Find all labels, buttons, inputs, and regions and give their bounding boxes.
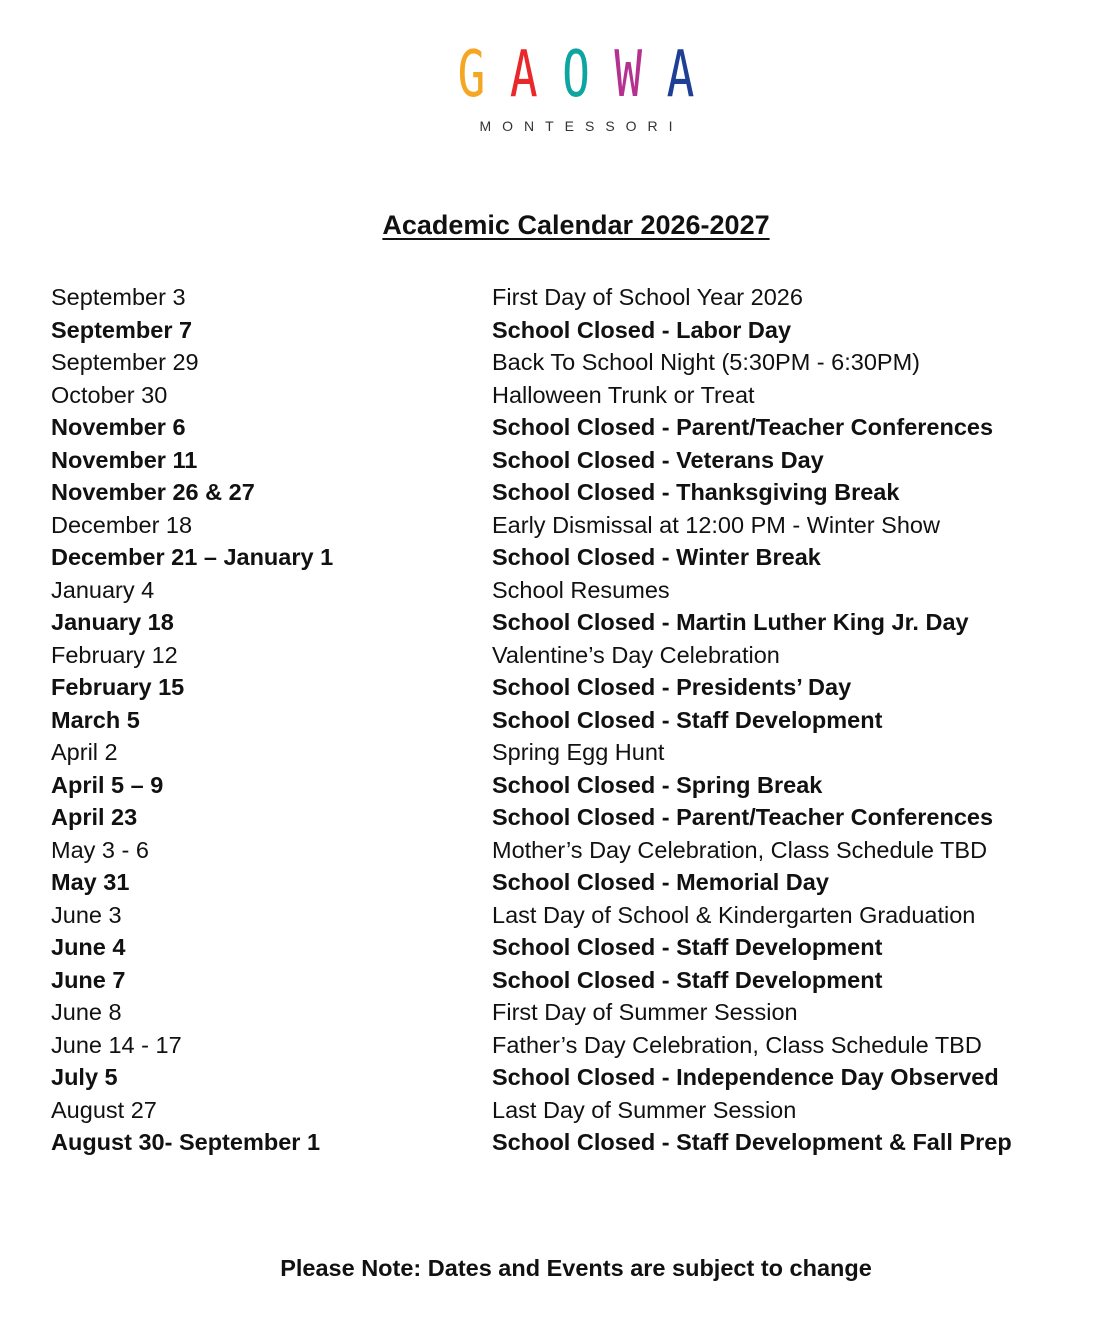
event-description: School Closed - Staff Development [492,934,883,960]
event-description: School Closed - Staff Development & Fall Prep [492,1129,1012,1155]
event-description: School Closed - Parent/Teacher Conferences [492,804,994,830]
calendar-event-list [51,281,1061,1159]
event-description: First Day of Summer Session [492,999,798,1025]
calendar-row [51,606,1061,639]
logo-letter: A [666,38,695,112]
page-title: Academic Calendar 2026-2027 [382,210,770,240]
calendar-row [51,964,1061,997]
event-date: September 7 [51,316,193,343]
event-description: Back To School Night (5:30PM - 6:30PM) [492,349,920,375]
calendar-row [51,574,1061,607]
logo-letter: W [614,38,643,112]
event-date: December 21 – January 1 [51,544,334,570]
event-description: School Closed - Presidents’ Day [492,674,852,700]
calendar-row [51,899,1061,932]
event-date: September 29 [51,349,199,375]
disclaimer-note: Please Note: Dates and Events are subject to change [280,1255,872,1281]
calendar-row [51,996,1061,1029]
logo-letter: A [509,38,538,112]
event-date: February 15 [51,674,185,700]
event-description: First Day of School Year 2026 [492,284,803,310]
calendar-row [51,476,1061,509]
calendar-row [51,704,1061,737]
event-date: June 8 [51,999,122,1025]
event-description: School Resumes [492,576,670,603]
event-description: School Closed - Spring Break [492,771,823,798]
logo-letter: O [562,38,590,112]
event-description: School Closed - Winter Break [492,544,821,570]
calendar-row [51,541,1061,574]
event-date: April 5 – 9 [51,771,164,798]
calendar-row [51,801,1061,834]
event-description: School Closed - Labor Day [492,316,792,343]
logo-subtitle: MONTESSORI [479,118,684,134]
event-description: School Closed - Thanksgiving Break [492,479,900,505]
event-date: August 30- September 1 [51,1129,321,1155]
logo-letter: G [457,38,486,112]
event-date: October 30 [51,381,168,408]
calendar-row [51,639,1061,672]
event-date: November 11 [51,446,198,473]
calendar-row [51,1029,1061,1062]
logo-wordmark [161,40,990,110]
event-description: School Closed - Veterans Day [492,446,824,473]
event-date: January 18 [51,609,174,635]
calendar-row [51,379,1061,412]
event-description: Last Day of Summer Session [492,1096,797,1123]
calendar-row [51,314,1061,347]
event-description: School Closed - Martin Luther King Jr. Day [492,609,969,635]
event-date: March 5 [51,706,140,733]
event-date: July 5 [51,1064,118,1090]
event-date: September 3 [51,284,186,310]
event-description: Valentine’s Day Celebration [492,641,780,668]
calendar-row [51,834,1061,867]
event-date: August 27 [51,1096,157,1123]
school-logo [0,40,1108,134]
calendar-row [51,769,1061,802]
event-description: School Closed - Staff Development [492,966,883,993]
calendar-row [51,1061,1061,1094]
event-date: December 18 [51,511,193,538]
event-description: Halloween Trunk or Treat [492,381,755,408]
event-date: May 3 - 6 [51,836,149,863]
calendar-row [51,866,1061,899]
event-date: February 12 [51,641,178,668]
event-date: April 2 [51,739,118,765]
calendar-row [51,671,1061,704]
calendar-row [51,931,1061,964]
event-date: June 7 [51,966,126,993]
calendar-row [51,1126,1061,1159]
event-description: School Closed - Staff Development [492,706,883,733]
event-description: Last Day of School & Kindergarten Graduation [492,901,976,928]
calendar-row [51,411,1061,444]
event-date: June 14 - 17 [51,1031,182,1058]
calendar-row [51,1094,1061,1127]
calendar-row [51,509,1061,542]
event-date: November 6 [51,414,186,440]
event-date: May 31 [51,869,130,895]
event-date: June 3 [51,901,122,928]
event-date: November 26 & 27 [51,479,255,505]
event-description: School Closed - Parent/Teacher Conferences [492,414,994,440]
event-description: School Closed - Independence Day Observed [492,1064,999,1090]
event-date: April 23 [51,804,138,830]
event-description: Early Dismissal at 12:00 PM - Winter Show [492,511,940,538]
event-date: June 4 [51,934,126,960]
event-description: Father’s Day Celebration, Class Schedule TBD [492,1031,982,1058]
calendar-row [51,736,1061,769]
event-description: Mother’s Day Celebration, Class Schedule TBD [492,836,988,863]
calendar-row [51,346,1061,379]
calendar-row [51,444,1061,477]
event-description: Spring Egg Hunt [492,739,665,765]
calendar-row [51,281,1061,314]
event-date: January 4 [51,576,155,603]
event-description: School Closed - Memorial Day [492,869,829,895]
